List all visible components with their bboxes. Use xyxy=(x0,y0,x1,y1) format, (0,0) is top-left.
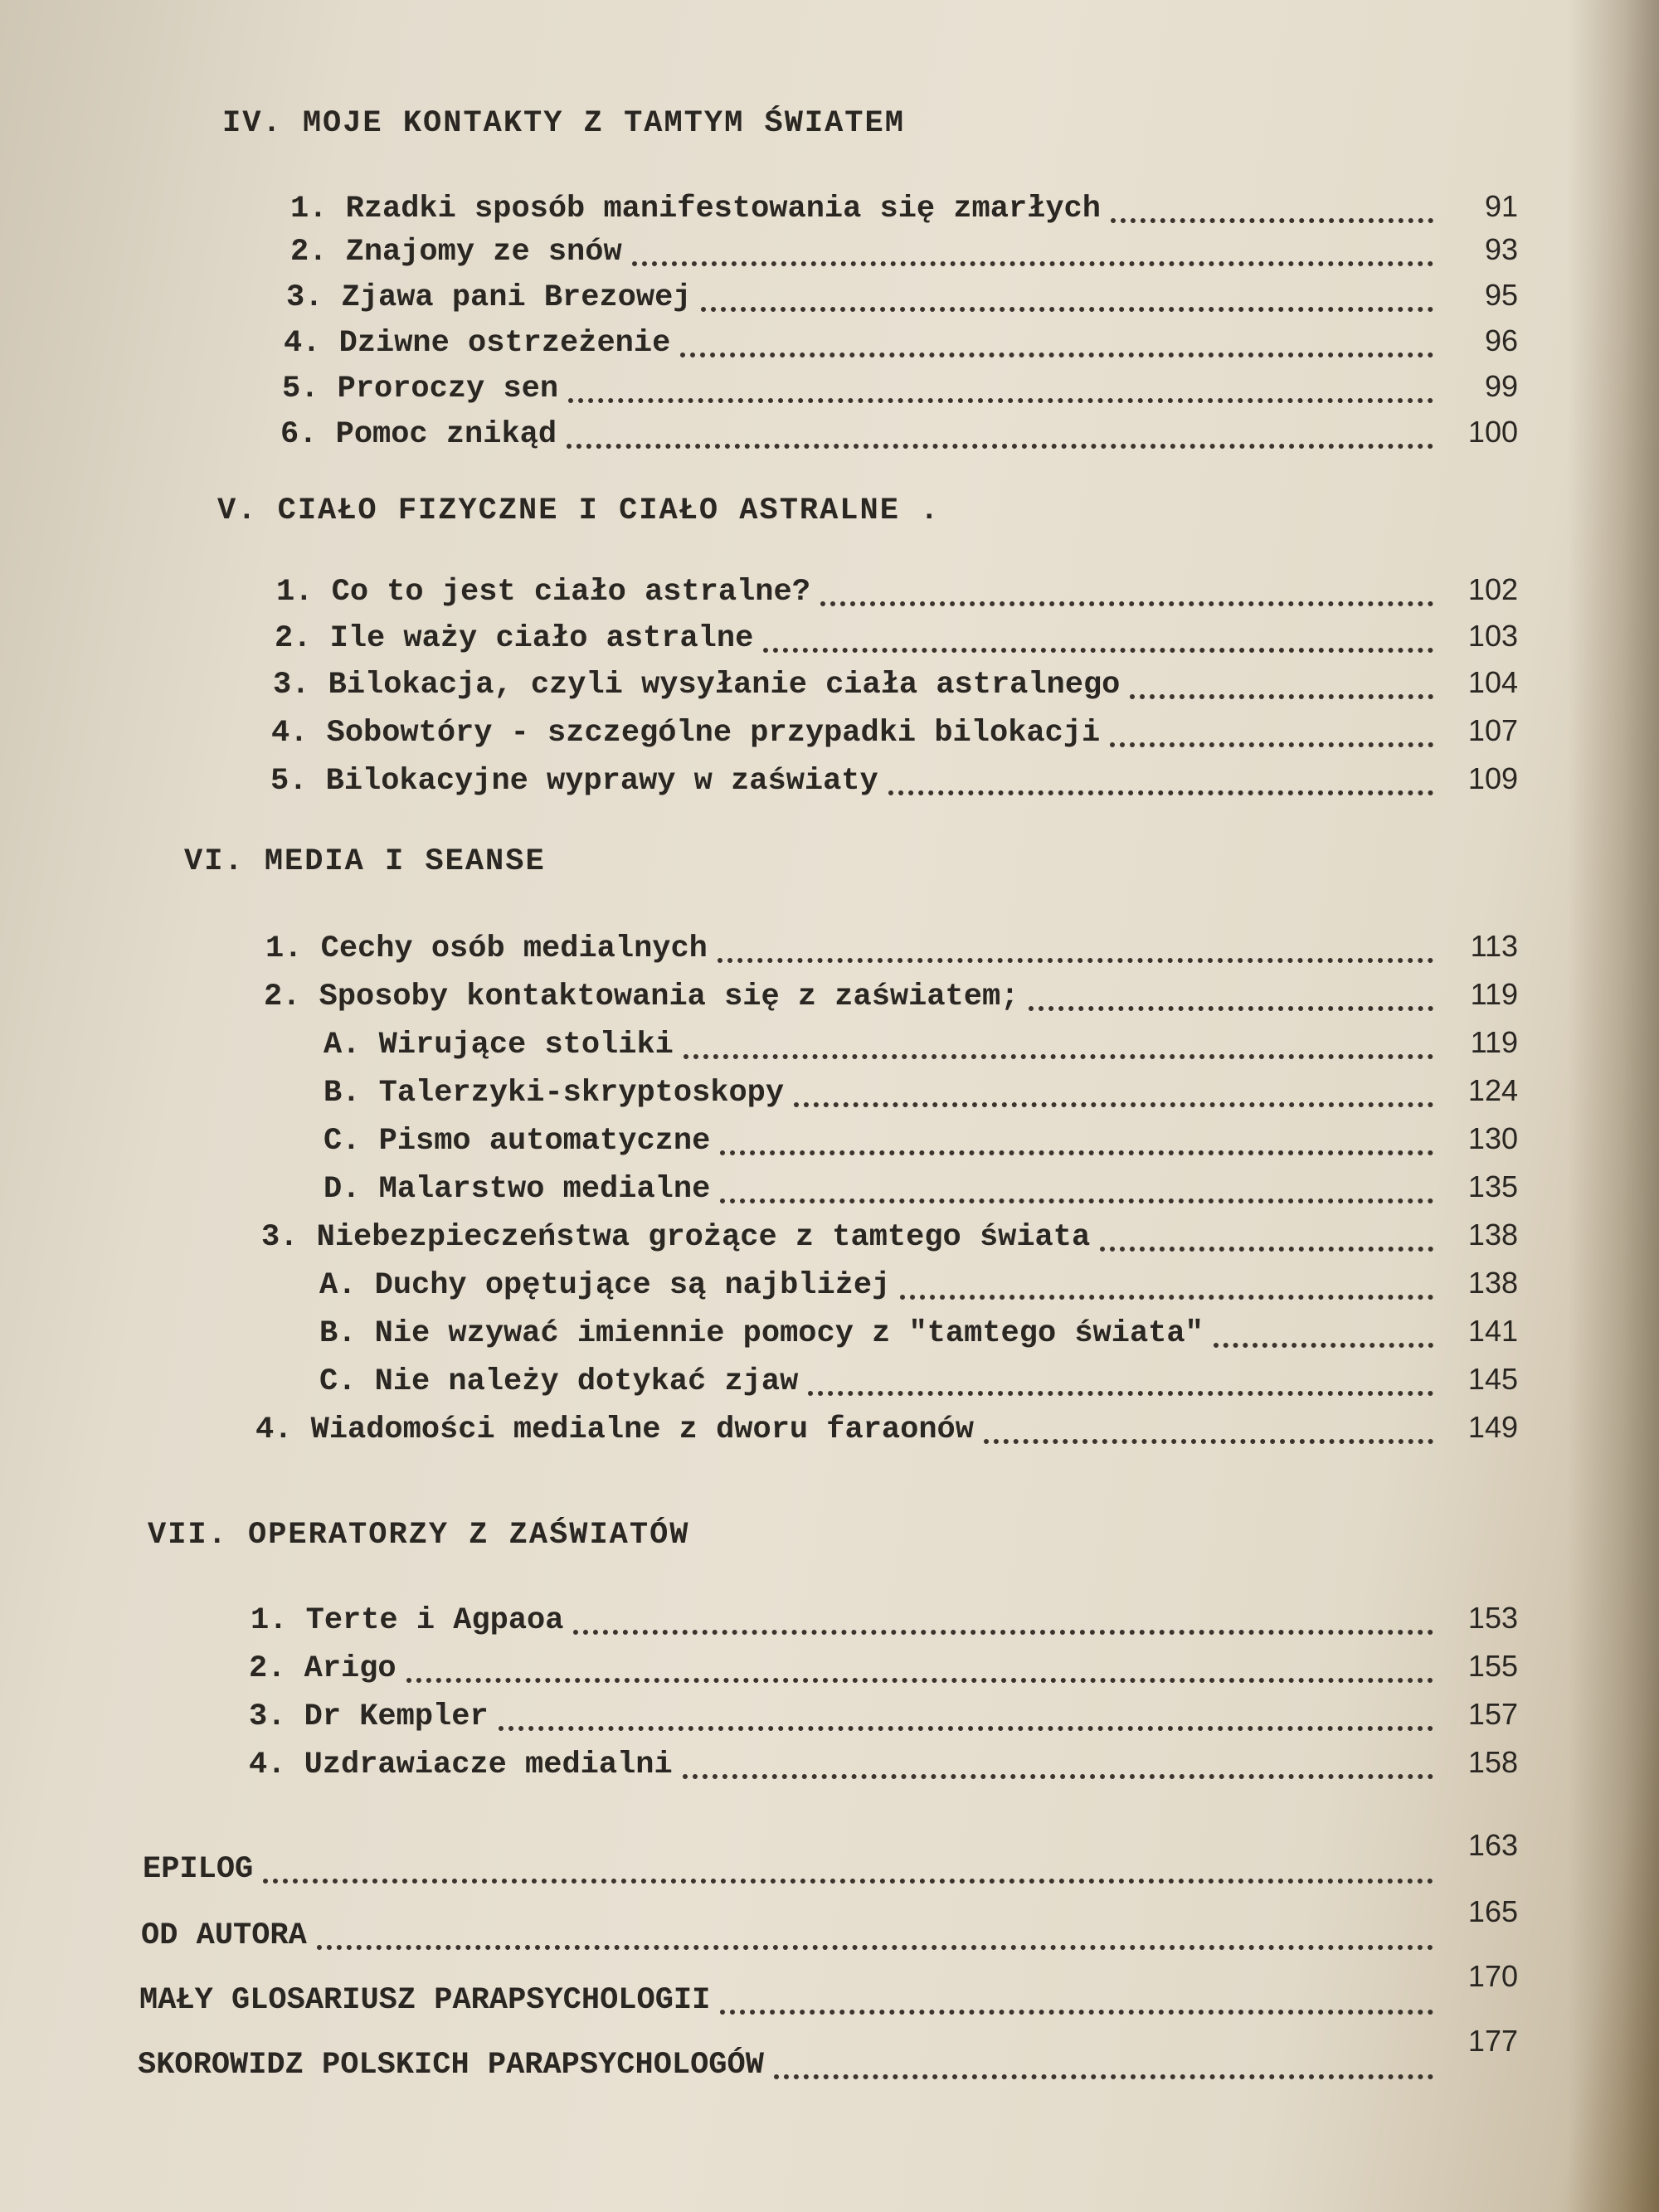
leader-dots xyxy=(774,2054,1433,2079)
toc-entry[interactable] xyxy=(324,1073,1518,1116)
leader-dots xyxy=(720,1130,1433,1155)
leader-dots xyxy=(984,1419,1433,1444)
entry-label: SKOROWIDZ POLSKICH PARAPSYCHOLOGÓW xyxy=(138,2048,764,2083)
entry-label: A. Duchy opętujące są najbliżej xyxy=(319,1268,891,1303)
toc-entry[interactable] xyxy=(324,1169,1518,1213)
leader-dots xyxy=(1110,722,1433,747)
entry-label: 1. Rzadki sposób manifestowania się zmarłych xyxy=(290,192,1101,226)
toc-entry[interactable] xyxy=(249,1745,1518,1788)
entry-label: 1. Cechy osób medialnych xyxy=(265,931,708,966)
toc-entry[interactable] xyxy=(249,1649,1518,1692)
entry-label: 1. Terte i Agpaoa xyxy=(251,1603,564,1638)
leader-dots xyxy=(888,771,1433,795)
entry-label: 5. Proroczy sen xyxy=(282,372,559,406)
leader-dots xyxy=(820,581,1433,606)
entry-label: 1. Co to jest ciało astralne? xyxy=(276,575,810,610)
leader-dots xyxy=(680,333,1433,357)
entry-page: 113 xyxy=(1470,929,1518,963)
entry-page: 104 xyxy=(1467,665,1518,699)
entry-label: 5. Bilokacyjne wyprawy w zaświaty xyxy=(270,764,878,799)
leader-dots xyxy=(683,1754,1433,1779)
entry-page: 103 xyxy=(1467,619,1518,653)
entry-page: 91 xyxy=(1484,189,1518,223)
entry-page: 102 xyxy=(1467,572,1518,606)
toc-entry[interactable] xyxy=(324,1121,1518,1164)
toc-entry[interactable] xyxy=(282,369,1518,412)
entry-page: 149 xyxy=(1467,1410,1518,1444)
leader-dots xyxy=(720,1179,1433,1203)
entry-page: 138 xyxy=(1467,1218,1518,1252)
entry-page: 165 xyxy=(1467,1894,1518,1928)
entry-page: 124 xyxy=(1467,1073,1518,1107)
toc-entry[interactable] xyxy=(251,1601,1518,1644)
entry-label: 4. Uzdrawiacze medialni xyxy=(249,1748,673,1782)
entry-page: 158 xyxy=(1467,1745,1518,1779)
leader-dots xyxy=(808,1371,1433,1396)
entry-label: EPILOG xyxy=(143,1852,254,1887)
entry-label: 2. Ile waży ciało astralne xyxy=(275,621,754,656)
entry-page: 119 xyxy=(1470,977,1518,1011)
entry-label: 2. Arigo xyxy=(249,1651,397,1686)
entry-page: 96 xyxy=(1484,323,1518,357)
entry-label: 6. Pomoc znikąd xyxy=(280,417,557,452)
entry-page: 99 xyxy=(1484,369,1518,403)
entry-page: 157 xyxy=(1467,1697,1518,1731)
entry-page: 141 xyxy=(1467,1314,1518,1348)
leader-dots xyxy=(406,1658,1433,1683)
toc-entry[interactable] xyxy=(290,232,1518,275)
entry-label: B. Nie wzywać imiennie pomocy z "tamtego świata" xyxy=(319,1316,1204,1351)
toc-entry[interactable] xyxy=(138,2024,1518,2088)
entry-label: OD AUTORA xyxy=(141,1918,307,1953)
entry-label: 2. Znajomy ze snów xyxy=(290,235,622,270)
leader-dots xyxy=(701,287,1433,312)
entry-page: 153 xyxy=(1467,1601,1518,1635)
toc-entry[interactable] xyxy=(290,189,1518,232)
toc-entry[interactable] xyxy=(319,1362,1518,1405)
section-heading: VII. OPERATORZY Z ZAŚWIATÓW xyxy=(148,1518,690,1553)
leader-dots xyxy=(1111,198,1433,223)
toc-entry[interactable] xyxy=(143,1828,1518,1893)
toc-entry[interactable] xyxy=(273,665,1518,708)
toc-entry[interactable] xyxy=(264,977,1518,1020)
entry-label: 3. Niebezpieczeństwa grożące z tamtego świata xyxy=(261,1220,1091,1255)
entry-label: MAŁY GLOSARIUSZ PARAPSYCHOLOGII xyxy=(139,1983,711,2018)
leader-dots xyxy=(263,1859,1433,1884)
toc-entry[interactable] xyxy=(286,278,1518,321)
entry-page: 109 xyxy=(1467,761,1518,795)
leader-dots xyxy=(1130,674,1433,699)
toc-entry[interactable] xyxy=(276,572,1518,615)
leader-dots xyxy=(684,1034,1433,1059)
leader-dots xyxy=(1029,986,1433,1011)
toc-entry[interactable] xyxy=(324,1025,1518,1068)
leader-dots xyxy=(720,1990,1433,2015)
entry-page: 138 xyxy=(1467,1266,1518,1300)
toc-entry[interactable] xyxy=(319,1266,1518,1309)
leader-dots xyxy=(1100,1227,1433,1252)
entry-page: 145 xyxy=(1467,1362,1518,1396)
leader-dots xyxy=(499,1706,1433,1731)
entry-page: 107 xyxy=(1467,713,1518,747)
entry-label: 4. Wiadomości medialne z dworu faraonów xyxy=(255,1412,974,1447)
entry-page: 135 xyxy=(1467,1169,1518,1203)
leader-dots xyxy=(718,938,1433,963)
entry-label: 3. Dr Kempler xyxy=(249,1699,489,1734)
entry-label: B. Talerzyki-skryptoskopy xyxy=(324,1076,785,1111)
leader-dots xyxy=(900,1275,1433,1300)
entry-label: C. Nie należy dotykać zjaw xyxy=(319,1364,799,1399)
entry-label: D. Malarstwo medialne xyxy=(324,1172,711,1207)
leader-dots xyxy=(794,1082,1433,1107)
entry-label: 3. Bilokacja, czyli wysyłanie ciała astralnego xyxy=(273,668,1121,702)
toc-entry[interactable] xyxy=(139,1959,1518,2024)
entry-page: 177 xyxy=(1467,2024,1518,2058)
toc-entry[interactable] xyxy=(141,1894,1518,1959)
entry-label: A. Wirujące stoliki xyxy=(324,1028,674,1062)
entry-page: 93 xyxy=(1484,232,1518,266)
toc-entry[interactable] xyxy=(261,1218,1518,1261)
section-heading: IV. MOJE KONTAKTY Z TAMTYM ŚWIATEM xyxy=(222,106,905,141)
entry-label: 3. Zjawa pani Brezowej xyxy=(286,280,692,315)
toc-entry[interactable] xyxy=(270,761,1518,805)
leader-dots xyxy=(632,241,1433,266)
entry-page: 163 xyxy=(1467,1828,1518,1862)
entry-label: 4. Sobowtóry - szczególne przypadki bilokacji xyxy=(271,716,1101,751)
section-heading: VI. MEDIA I SEANSE xyxy=(184,844,546,879)
section-heading: V. CIAŁO FIZYCZNE I CIAŁO ASTRALNE . xyxy=(217,493,941,528)
leader-dots xyxy=(763,628,1433,653)
toc-entry[interactable] xyxy=(275,619,1518,662)
leader-dots xyxy=(568,378,1433,403)
entry-page: 100 xyxy=(1467,415,1518,449)
entry-page: 170 xyxy=(1467,1959,1518,1993)
toc-entry[interactable] xyxy=(284,323,1518,367)
entry-page: 95 xyxy=(1484,278,1518,312)
entry-label: C. Pismo automatyczne xyxy=(324,1124,711,1159)
toc-entry[interactable] xyxy=(319,1314,1518,1357)
leader-dots xyxy=(567,424,1433,449)
leader-dots xyxy=(317,1925,1433,1950)
entry-page: 155 xyxy=(1467,1649,1518,1683)
toc-entry[interactable] xyxy=(265,929,1518,972)
toc-entry[interactable] xyxy=(280,415,1518,458)
entry-page: 130 xyxy=(1467,1121,1518,1155)
toc-entry[interactable] xyxy=(255,1410,1518,1453)
toc-entry[interactable] xyxy=(271,713,1518,756)
entry-label: 4. Dziwne ostrzeżenie xyxy=(284,326,671,361)
entry-label: 2. Sposoby kontaktowania się z zaświatem; xyxy=(264,980,1019,1014)
entry-page: 119 xyxy=(1470,1025,1518,1059)
leader-dots xyxy=(573,1610,1433,1635)
leader-dots xyxy=(1214,1323,1433,1348)
toc-entry[interactable] xyxy=(249,1697,1518,1740)
